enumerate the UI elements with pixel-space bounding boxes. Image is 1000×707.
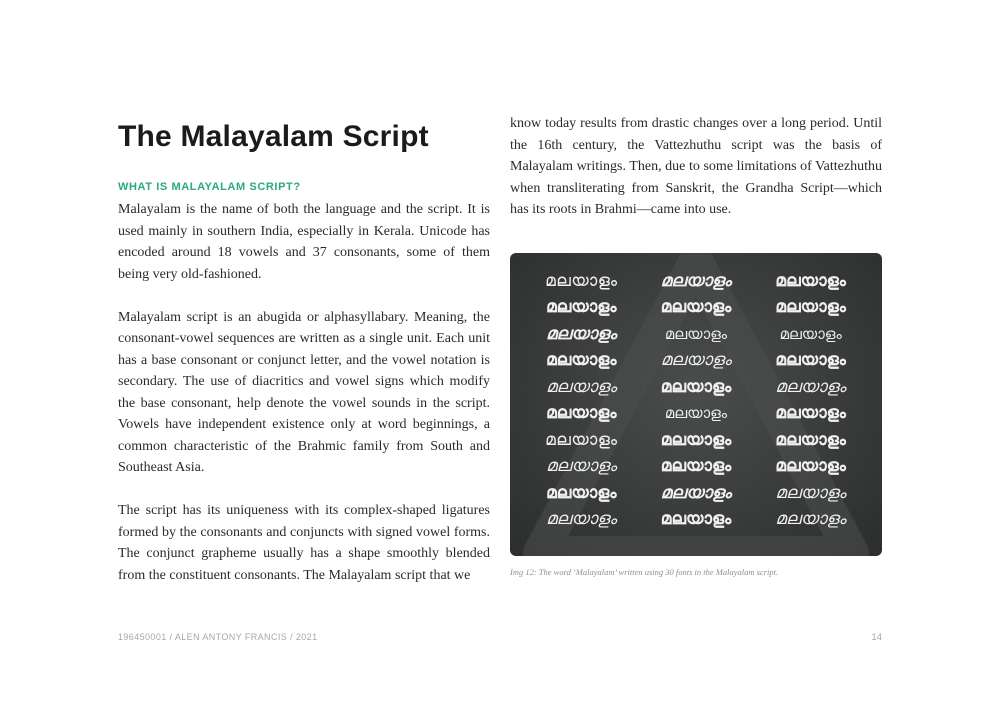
malayalam-word: മലയാളം bbox=[660, 482, 732, 503]
malayalam-word: മലയാളം bbox=[546, 482, 617, 503]
page-title: The Malayalam Script bbox=[118, 120, 429, 153]
body-paragraph: Malayalam is the name of both the language and the script. It is used mainly in southern India, especially in Kerala. Unicode has encoded around 18 vowels and 37 consonants, some of them being very old-fashioned. bbox=[118, 202, 490, 282]
body-paragraph: Malayalam script is an abugida or alphasyllabary. Meaning, the consonant-vowel sequences are written as a single unit. Each unit has a base consonant or conjunct letter, and the vowel notation is secondary. The use of diacritics and vowel signs which modify the base consonant, help denote the vowel sounds in the script. Vowels have independent existence only at word beginnings, a common characteristic of the Brahmic family from South and Southeast Asia. bbox=[118, 309, 490, 475]
malayalam-word: മലയാളം bbox=[660, 350, 732, 371]
word-grid bbox=[524, 268, 868, 533]
malayalam-word: മലയാളം bbox=[775, 350, 846, 371]
malayalam-word: മലയാളം bbox=[660, 376, 732, 397]
right-column bbox=[510, 113, 882, 221]
malayalam-word: മലയാളം bbox=[660, 509, 732, 530]
page-number: 14 bbox=[871, 632, 882, 643]
malayalam-word: മലയാളം bbox=[545, 270, 618, 291]
malayalam-word: മലയാളം bbox=[660, 297, 732, 318]
malayalam-fonts-image bbox=[510, 253, 882, 556]
malayalam-word: മലയാളം bbox=[664, 324, 728, 343]
malayalam-word: മലയാളം bbox=[660, 429, 732, 450]
malayalam-word: മലയാളം bbox=[775, 429, 846, 450]
malayalam-word: മലയാളം bbox=[546, 456, 617, 477]
footer-credit: 196450001 / ALEN ANTONY FRANCIS / 2021 bbox=[118, 632, 318, 642]
figure-caption: Img 12: The word ‘Malayalam’ written using 30 fonts in the Malayalam script. bbox=[510, 567, 779, 577]
malayalam-word: മലയാളം bbox=[546, 403, 617, 424]
malayalam-word: മലയാളം bbox=[546, 376, 617, 397]
malayalam-word: മലയാളം bbox=[546, 297, 617, 318]
malayalam-word: മലയാളം bbox=[664, 404, 728, 423]
section-heading: WHAT IS MALAYALAM SCRIPT? bbox=[118, 181, 301, 193]
body-paragraph: know today results from drastic changes over a long period. Until the 16th century, the Vattezhuthu script was the basis of Malayalam writings. Then, due to some limitations of Vattezhuthu when transliterating from Sanskrit, the Grandha Script—which has its roots in Brahmi—came into use. bbox=[510, 116, 882, 217]
malayalam-word: മലയാളം bbox=[775, 403, 846, 424]
malayalam-word: മലയാളം bbox=[660, 270, 732, 291]
malayalam-word: മലയാളം bbox=[775, 297, 846, 318]
malayalam-word: മലയാളം bbox=[660, 456, 732, 477]
malayalam-word: മലയാളം bbox=[775, 270, 846, 291]
malayalam-word: മലയാളം bbox=[546, 350, 617, 371]
malayalam-word: മലയാളം bbox=[775, 509, 846, 530]
malayalam-word: മലയാളം bbox=[775, 456, 846, 477]
malayalam-word: മലയാളം bbox=[775, 482, 846, 503]
malayalam-word: മലയാളം bbox=[546, 323, 617, 344]
left-column bbox=[118, 199, 490, 586]
malayalam-word: മലയാളം bbox=[546, 509, 617, 530]
malayalam-word: മലയാളം bbox=[779, 324, 842, 343]
malayalam-word: മലയാളം bbox=[775, 376, 846, 397]
body-paragraph: The script has its uniqueness with its complex-shaped ligatures formed by the consonants and conjuncts with signed vowel forms. The conjunct grapheme usually has a shape smoothly blended from the constituent consonants. The Malayalam script that we bbox=[118, 503, 490, 583]
malayalam-word: മലയാളം bbox=[545, 429, 618, 450]
